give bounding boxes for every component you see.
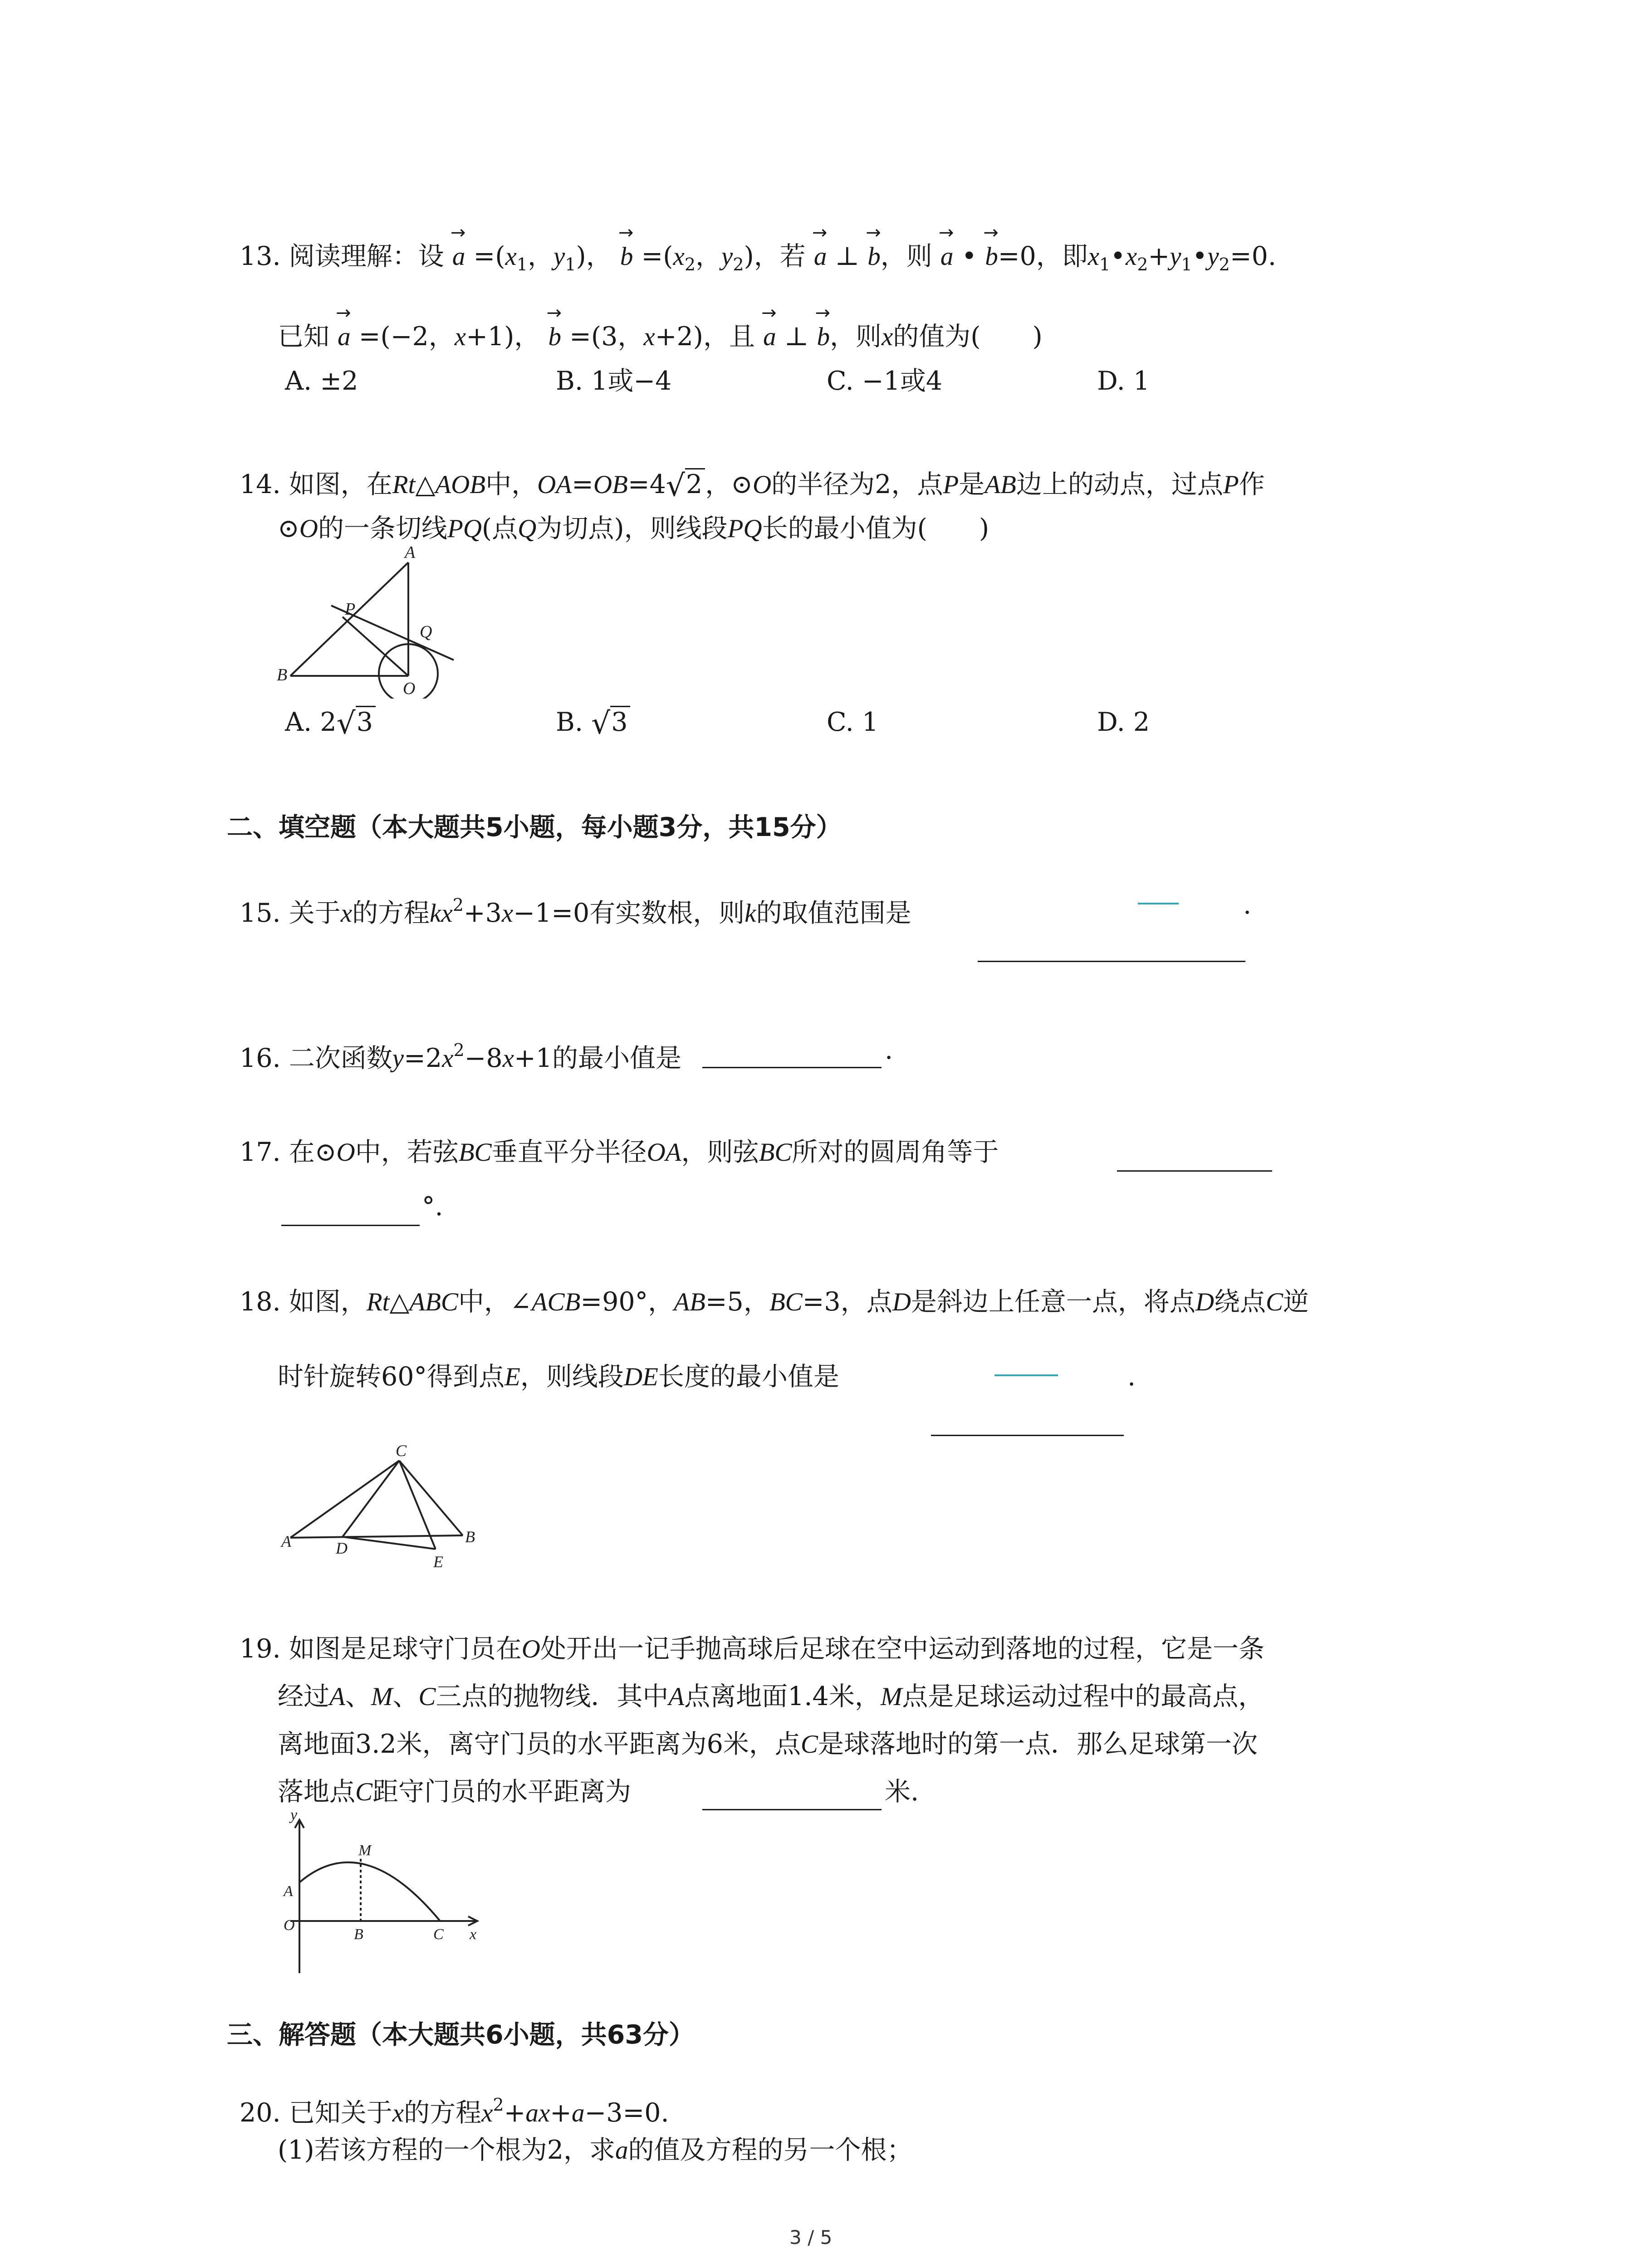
- q14-figure: [272, 544, 463, 699]
- section-3-heading: 三、解答题（本大题共6小题，共63分）: [227, 2020, 695, 2050]
- segment-ab: [290, 1535, 463, 1538]
- label-m: M: [358, 1842, 372, 1859]
- label-b: B: [277, 665, 288, 684]
- q18-line1: 18. 如图，Rt△ABC中，∠ACB=90°，AB=5，BC=3，点D是斜边上任意一点，将点D绕点C逆: [240, 1287, 1309, 1317]
- label-e: E: [433, 1553, 443, 1571]
- segment-de: [343, 1537, 436, 1549]
- label-x: x: [470, 1926, 477, 1943]
- q14-line2: ⊙O的一条切线PQ(点Q为切点)，则线段PQ长的最小值为( ): [278, 513, 989, 543]
- vector-b: → b: [618, 222, 634, 271]
- label-b: B: [354, 1926, 363, 1943]
- label-c: C: [396, 1442, 407, 1460]
- q14-option-d: D. 2: [1097, 707, 1150, 737]
- q17-answer-blank-2[interactable]: [281, 1225, 420, 1226]
- page-number: 3 / 5: [789, 2226, 833, 2248]
- label-d: D: [336, 1539, 348, 1557]
- q14-option-a: A. 2√3: [285, 704, 376, 742]
- q15-period: .: [1243, 890, 1252, 920]
- q19-answer-blank[interactable]: [702, 1809, 882, 1810]
- q18-answer-mark: [994, 1374, 1058, 1376]
- q19-line4: 落地点C距守门员的水平距离为: [278, 1777, 632, 1807]
- q19-line3: 离地面3.2米，离守门员的水平距离为6米，点C是球落地时的第一点．那么足球第一次: [278, 1729, 1258, 1759]
- q18-figure: [272, 1438, 490, 1574]
- q19-line1: 19. 如图是足球守门员在O处开出一记手抛高球后足球在空中运动到落地的过程，它是一条: [240, 1634, 1264, 1664]
- label-c: C: [433, 1926, 444, 1943]
- q19-line2: 经过A、M、C三点的抛物线．其中A点离地面1.4米，M点是足球运动过程中的最高点，: [278, 1681, 1264, 1711]
- label-b: B: [465, 1528, 475, 1546]
- q13-option-d: D. 1: [1097, 366, 1150, 396]
- label-y: y: [290, 1810, 298, 1823]
- label-p: P: [345, 600, 356, 619]
- q13-option-a: A. ±2: [285, 366, 358, 396]
- parabola: [299, 1862, 440, 1921]
- segment-ac: [290, 1461, 399, 1538]
- label-o: O: [284, 1917, 295, 1934]
- q13-option-b: B. 1或−4: [556, 366, 672, 396]
- q16-period: .: [885, 1035, 893, 1065]
- q16-answer-blank[interactable]: [702, 1067, 882, 1068]
- q15-answer-blank[interactable]: [978, 961, 1245, 962]
- q16-line: 16. 二次函数$y=2x^2-8x+1$的最小值是: [240, 1040, 681, 1073]
- segment-cb: [399, 1461, 463, 1535]
- q19-figure: [272, 1810, 499, 1982]
- q13-line2: 已知 → a =(−2，x+1)， → b =(3，x+2)，且 → a ⊥ → b，则x的值为( ): [278, 303, 1043, 352]
- q19-unit: 米.: [885, 1777, 919, 1807]
- q20-sub1: (1)若该方程的一个根为2，求a的值及方程的另一个根；: [278, 2135, 913, 2165]
- label-q: Q: [420, 622, 432, 641]
- vector-a: → a: [450, 222, 466, 271]
- q13-line1: 13. 阅读理解：设 → $a =(x_1$，$y_1$)， → $b =(x_2$，$y_2$)，若 → a ⊥ → b，则 → a • → b=0，即$x_1•x_2+y_1•y_2=0$.: [240, 222, 1276, 274]
- label-a: A: [281, 1532, 291, 1550]
- q18-answer-blank[interactable]: [931, 1435, 1124, 1436]
- q13-option-c: C. −1或4: [827, 366, 943, 396]
- q17-line: 17. 在⊙O中，若弦BC垂直平分半径OA，则弦BC所对的圆周角等于: [240, 1137, 999, 1167]
- label-a: A: [284, 1883, 293, 1900]
- q14-line1: 14. 如图，在Rt△AOB中，OA=OB=4√2 ，⊙O的半径为2，点P是AB边上的动点，过点P作: [240, 468, 1265, 503]
- q18-period: .: [1127, 1362, 1136, 1392]
- section-2-heading: 二、填空题（本大题共5小题，每小题3分，共15分）: [227, 812, 842, 842]
- q15-line: 15. 关于x的方程$kx^2+3x-1=0$有实数根，则k的取值范围是: [240, 895, 911, 928]
- q20-line: 20. 已知关于x的方程$x^2+ax+a-3=0$.: [240, 2095, 669, 2128]
- label-a: A: [405, 544, 416, 562]
- label-o: O: [403, 679, 416, 698]
- q14-option-b: B. √3: [556, 704, 630, 742]
- q18-line2: 时针旋转60°得到点E，则线段DE长度的最小值是: [278, 1362, 839, 1392]
- segment-cd: [343, 1461, 399, 1537]
- q17-degree: °.: [422, 1192, 443, 1222]
- q15-answer-mark: [1138, 903, 1179, 904]
- q14-option-c: C. 1: [827, 707, 879, 737]
- q17-answer-blank-1[interactable]: [1117, 1170, 1272, 1172]
